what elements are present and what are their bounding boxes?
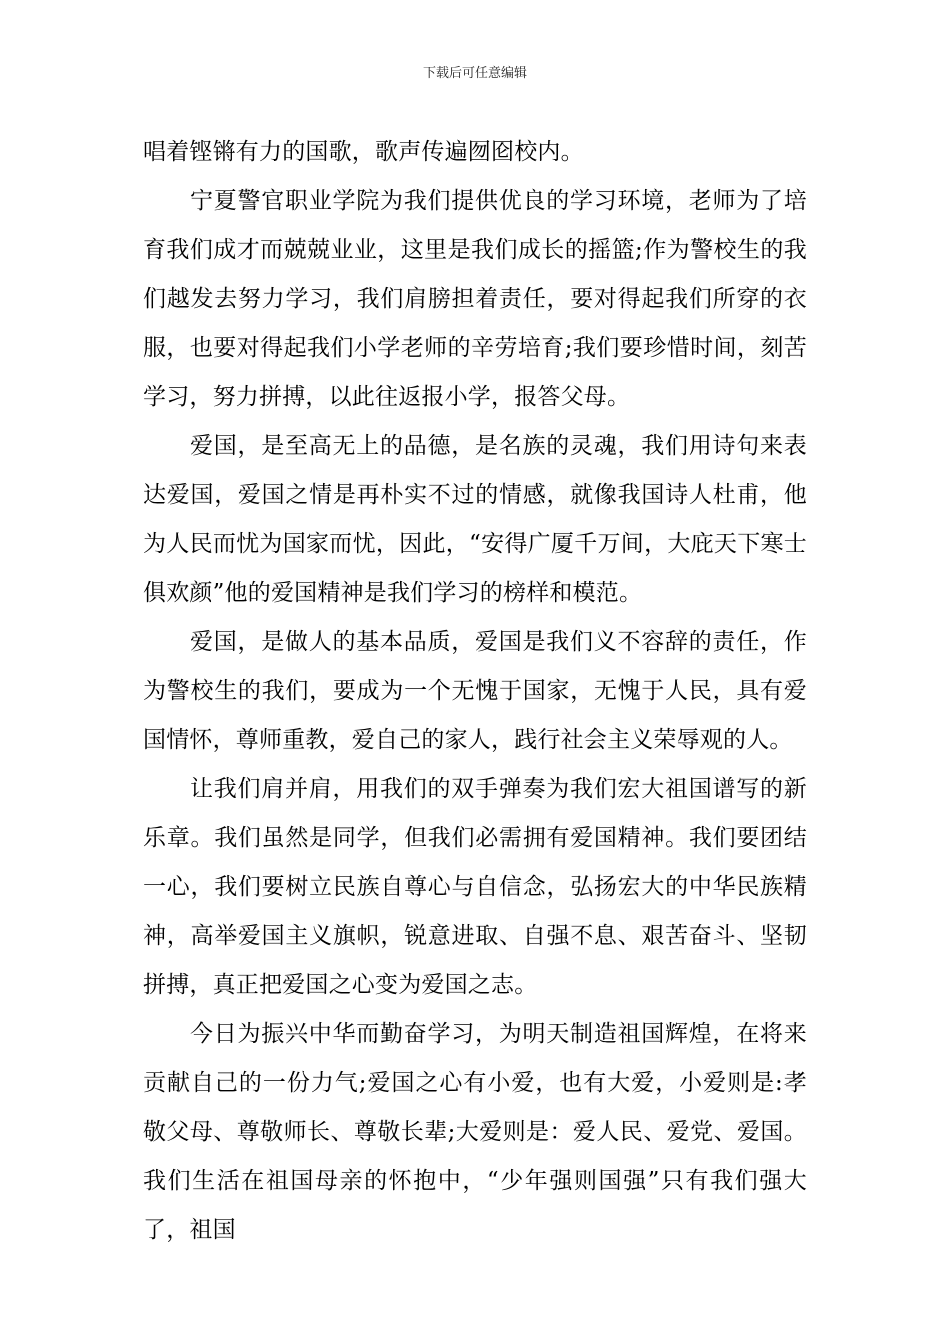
paragraph-1: 唱着铿锵有力的国歌，歌声传遍囫囵校内。 <box>143 139 584 165</box>
paragraph-2: 宁夏警官职业学院为我们提供优良的学习环境，老师为了培育我们成才而兢兢业业，这里是我们成长的摇篮;作为警校生的我们越发去努力学习，我们肩膀担着责任，要对得起我们所穿的衣服，也要对得起我们小学老师的辛劳培育;我们要珍惜时间，刻苦学习，努力拼搏，以此往返报小学，报答父母。 <box>143 188 807 410</box>
paragraph-5: 让我们肩并肩，用我们的双手弹奏为我们宏大祖国谱写的新乐章。我们虽然是同学，但我们必需拥有爱国精神。我们要团结一心，我们要树立民族自尊心与自信念，弘扬宏大的中华民族精神，高举爱国主义旗帜，锐意进取、自强不息、艰苦奋斗、坚韧拼搏，真正把爱国之心变为爱国之志。 <box>143 776 807 998</box>
page-header: 下载后可任意编辑 <box>422 66 527 81</box>
paragraph-6: 今日为振兴中华而勤奋学习，为明天制造祖国辉煌，在将来贡献自己的一份力气;爱国之心有小爱，也有大爱，小爱则是:孝敬父母、尊敬师长、尊敬长辈;大爱则是：爱人民、爱党、爱国。我们生活在祖国母亲的怀抱中，“少年强则国强”只有我们强大了，祖国 <box>143 1021 807 1243</box>
paragraph-3: 爱国，是至高无上的品德，是名族的灵魂，我们用诗句来表达爱国，爱国之情是再朴实不过的情感，就像我国诗人杜甫，他为人民而忧为国家而忧，因此，“安得广厦千万间，大庇天下寒士俱欢颜”他的爱国精神是我们学习的榜样和模范。 <box>143 433 807 606</box>
paragraph-4: 爱国，是做人的基本品质，爱国是我们义不容辞的责任，作为警校生的我们，要成为一个无愧于国家，无愧于人民，具有爱国情怀，尊师重教，爱自己的家人，践行社会主义荣辱观的人。 <box>143 629 807 753</box>
document-body <box>143 128 807 1255</box>
